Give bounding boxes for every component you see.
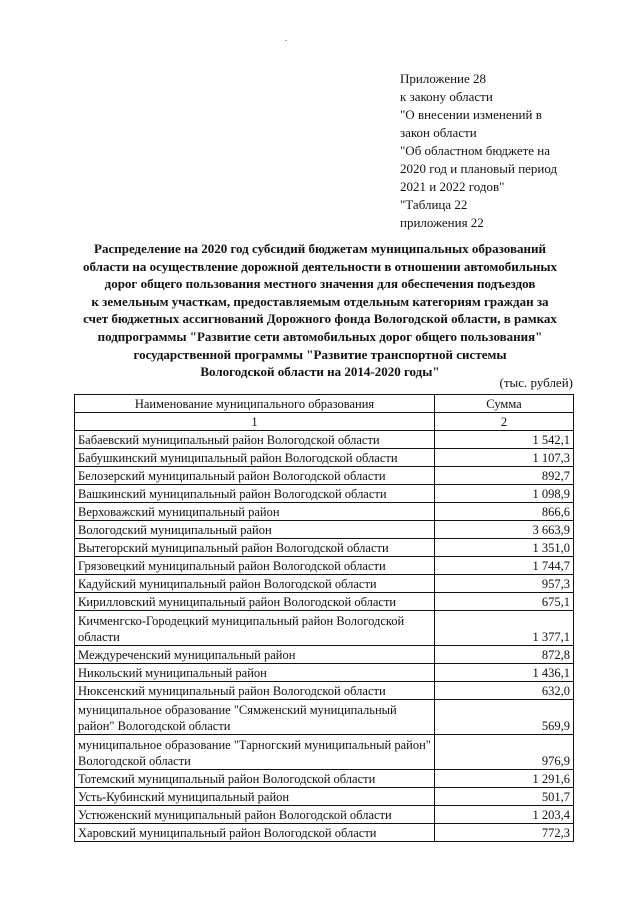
subsidy-sum: 1 203,4 [435, 806, 574, 824]
subsidy-sum: 675,1 [435, 593, 574, 611]
municipality-name: Вологодский муниципальный район [75, 521, 435, 539]
table-row [75, 557, 574, 575]
subsidy-sum: 1 098,9 [435, 485, 574, 503]
table-row [75, 467, 574, 485]
municipality-name: Верховажский муниципальный район [75, 503, 435, 521]
municipality-name: Устюженский муниципальный район Вологодской области [75, 806, 435, 824]
municipality-name: Бабушкинский муниципальный район Вологодской области [75, 449, 435, 467]
table-header-row [75, 395, 574, 413]
municipality-name: Харовский муниципальный район Вологодской области [75, 824, 435, 842]
appendix-line: 2020 год и плановый период [400, 161, 558, 176]
table-column-numbers-row [75, 413, 574, 431]
appendix-line: закон области [400, 125, 477, 140]
title-line: к земельным участкам, предоставляемым отдельным категориям граждан за [91, 293, 549, 309]
subsidy-sum: 1 107,3 [435, 449, 574, 467]
municipality-name: Грязовецкий муниципальный район Вологодской области [75, 557, 435, 575]
municipality-name: муниципальное образование "Тарногский муниципальный район" Вологодской области [75, 735, 435, 770]
subsidy-sum: 1 436,1 [435, 664, 574, 682]
title-line: подпрограммы "Развитие сети автомобильных дорог общего пользования" [97, 328, 543, 344]
table-row [75, 700, 574, 735]
title-line: области на осуществление дорожной деятельности в отношении автомобильных [83, 258, 557, 274]
municipality-name: Кадуйский муниципальный район Вологодской области [75, 575, 435, 593]
table-row [75, 646, 574, 664]
title-line: Распределение на 2020 год субсидий бюджетам муниципальных образований [94, 241, 546, 256]
subsidy-sum: 632,0 [435, 682, 574, 700]
table-row [75, 770, 574, 788]
table-row [75, 664, 574, 682]
appendix-line: "Об областном бюджете на [400, 143, 551, 158]
municipality-name: Вытегорский муниципальный район Вологодской области [75, 539, 435, 557]
appendix-line: "Таблица 22 [400, 197, 468, 212]
title-line: дорог общего пользования местного значения для обеспечения подъездов [104, 276, 536, 292]
title-line: Вологодской области на 2014-2020 годы" [200, 364, 440, 380]
table-row [75, 431, 574, 449]
subsidy-table [74, 394, 574, 842]
table-row [75, 735, 574, 770]
appendix-header [400, 70, 600, 232]
appendix-line: "О внесении изменений в [400, 107, 542, 122]
table-body [75, 431, 574, 842]
subsidy-sum: 3 663,9 [435, 521, 574, 539]
municipality-name: Междуреченский муниципальный район [75, 646, 435, 664]
subsidy-sum: 772,3 [435, 824, 574, 842]
subsidy-sum: 892,7 [435, 467, 574, 485]
municipality-name: Белозерский муниципальный район Вологодской области [75, 467, 435, 485]
table-row [75, 682, 574, 700]
table-row [75, 521, 574, 539]
table-row [75, 788, 574, 806]
table-row [75, 575, 574, 593]
municipality-name: Усть-Кубинский муниципальный район [75, 788, 435, 806]
table-row [75, 611, 574, 646]
municipality-name: Кичменгско-Городецкий муниципальный район Вологодской области [75, 611, 435, 646]
subsidy-sum: 1 542,1 [435, 431, 574, 449]
subsidy-sum: 569,9 [435, 700, 574, 735]
subsidy-sum: 1 291,6 [435, 770, 574, 788]
subsidy-sum: 501,7 [435, 788, 574, 806]
scan-speck [285, 40, 287, 41]
municipality-name: Никольский муниципальный район [75, 664, 435, 682]
column-number: 1 [75, 413, 435, 431]
municipality-name: Тотемский муниципальный район Вологодской области [75, 770, 435, 788]
municipality-name: Вашкинский муниципальный район Вологодской области [75, 485, 435, 503]
document-title [70, 240, 570, 381]
appendix-line: Приложение 28 [400, 71, 487, 86]
appendix-line: к закону области [400, 89, 493, 104]
subsidy-sum: 872,8 [435, 646, 574, 664]
subsidy-sum: 866,6 [435, 503, 574, 521]
units-note: (тыс. рублей) [499, 375, 573, 390]
column-header-sum: Сумма [435, 395, 574, 413]
subsidy-sum: 1 351,0 [435, 539, 574, 557]
table-row [75, 503, 574, 521]
table-row [75, 485, 574, 503]
subsidy-sum: 1 744,7 [435, 557, 574, 575]
municipality-name: Кирилловский муниципальный район Вологодской области [75, 593, 435, 611]
title-line: государственной программы "Развитие транспортной системы [133, 346, 507, 362]
appendix-line: приложения 22 [400, 215, 484, 230]
appendix-line: 2021 и 2022 годов" [400, 179, 505, 194]
column-number: 2 [435, 413, 574, 431]
municipality-name: Нюксенский муниципальный район Вологодской области [75, 682, 435, 700]
table-row [75, 824, 574, 842]
subsidy-sum: 1 377,1 [435, 611, 574, 646]
table-row [75, 806, 574, 824]
table-row [75, 593, 574, 611]
column-header-name: Наименование муниципального образования [75, 395, 435, 413]
table-row [75, 449, 574, 467]
subsidy-sum: 976,9 [435, 735, 574, 770]
title-line: счет бюджетных ассигнований Дорожного фонда Вологодской области, в рамках [83, 311, 557, 327]
municipality-name: муниципальное образование "Сямженский муниципальный район" Вологодской области [75, 700, 435, 735]
subsidy-sum: 957,3 [435, 575, 574, 593]
table-row [75, 539, 574, 557]
municipality-name: Бабаевский муниципальный район Вологодской области [75, 431, 435, 449]
